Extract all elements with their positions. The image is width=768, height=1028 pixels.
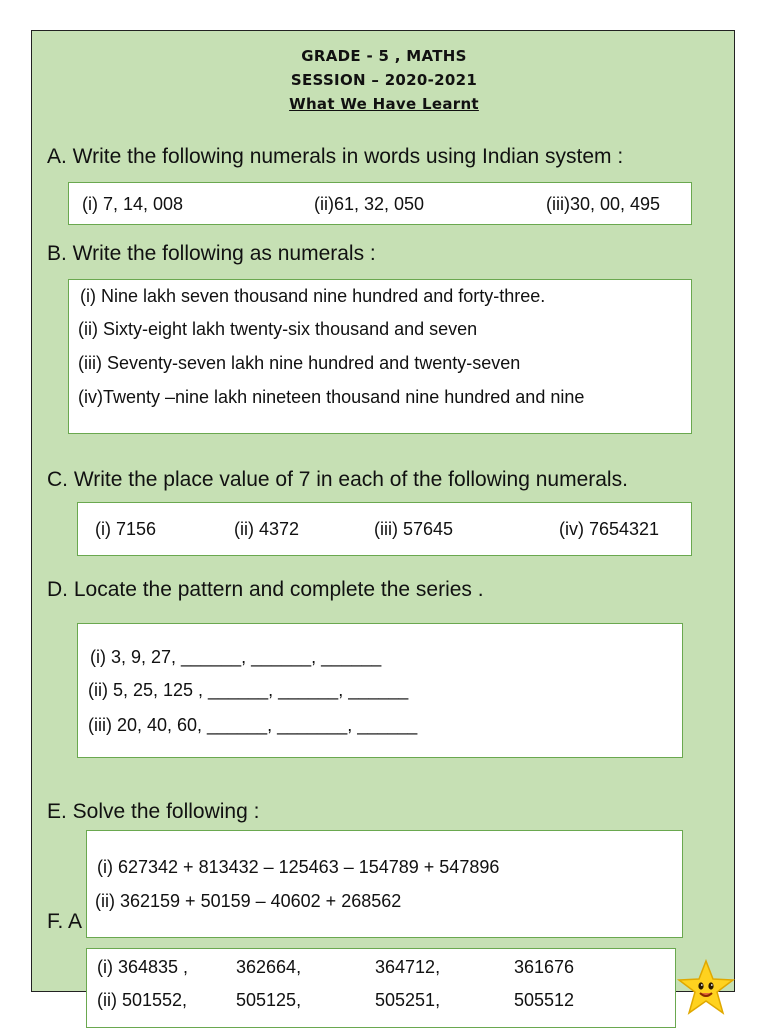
item-b-2: (ii) Sixty-eight lakh twenty-six thousand and seven xyxy=(78,319,478,339)
item-b-1: (i) Nine lakh seven thousand nine hundred and forty-three. xyxy=(80,286,546,306)
item-a-1: (i) 7, 14, 008 xyxy=(82,194,184,214)
item-f-2-3: 505251, xyxy=(375,990,441,1010)
item-d-1: (i) 3, 9, 27, ______, ______, ______ xyxy=(90,647,382,667)
item-d-3: (iii) 20, 40, 60, ______, _______, ______ xyxy=(88,715,418,735)
item-e-2: (ii) 362159 + 50159 – 40602 + 268562 xyxy=(95,891,402,911)
item-f-2-2: 505125, xyxy=(236,990,302,1010)
question-c: C. Write the place value of 7 in each of the following numerals. xyxy=(47,468,628,491)
worksheet-title: What We Have Learnt xyxy=(289,95,479,113)
question-e: E. Solve the following : xyxy=(47,800,260,823)
question-f: F. A xyxy=(47,910,83,933)
item-c-1: (i) 7156 xyxy=(95,519,157,539)
item-a-3: (iii)30, 00, 495 xyxy=(546,194,661,214)
item-c-3: (iii) 57645 xyxy=(374,519,454,539)
item-a-2: (ii)61, 32, 050 xyxy=(314,194,425,214)
item-b-3: (iii) Seventy-seven lakh nine hundred and twenty-seven xyxy=(78,353,521,373)
item-c-4: (iv) 7654321 xyxy=(559,519,660,539)
item-f-1-1: (i) 364835 , xyxy=(97,957,189,977)
item-f-1-4: 361676 xyxy=(514,957,575,977)
answer-box-e xyxy=(86,830,683,938)
question-d: D. Locate the pattern and complete the series . xyxy=(47,578,484,601)
item-f-1-3: 364712, xyxy=(375,957,441,977)
item-f-2-1: (ii) 501552, xyxy=(97,990,188,1010)
smiling-star-icon xyxy=(676,958,736,1018)
grade-heading: GRADE - 5 , MATHS xyxy=(301,47,467,65)
item-e-1: (i) 627342 + 813432 – 125463 – 154789 + 547896 xyxy=(97,857,500,877)
item-d-2: (ii) 5, 25, 125 , ______, ______, ______ xyxy=(88,680,409,700)
item-f-2-4: 505512 xyxy=(514,990,575,1010)
session-heading: SESSION – 2020-2021 xyxy=(290,71,478,89)
question-a: A. Write the following numerals in words using Indian system : xyxy=(47,145,624,168)
item-f-1-2: 362664, xyxy=(236,957,302,977)
item-b-4: (iv)Twenty –nine lakh nineteen thousand nine hundred and nine xyxy=(78,387,585,407)
item-c-2: (ii) 4372 xyxy=(234,519,300,539)
question-b: B. Write the following as numerals : xyxy=(47,242,376,265)
